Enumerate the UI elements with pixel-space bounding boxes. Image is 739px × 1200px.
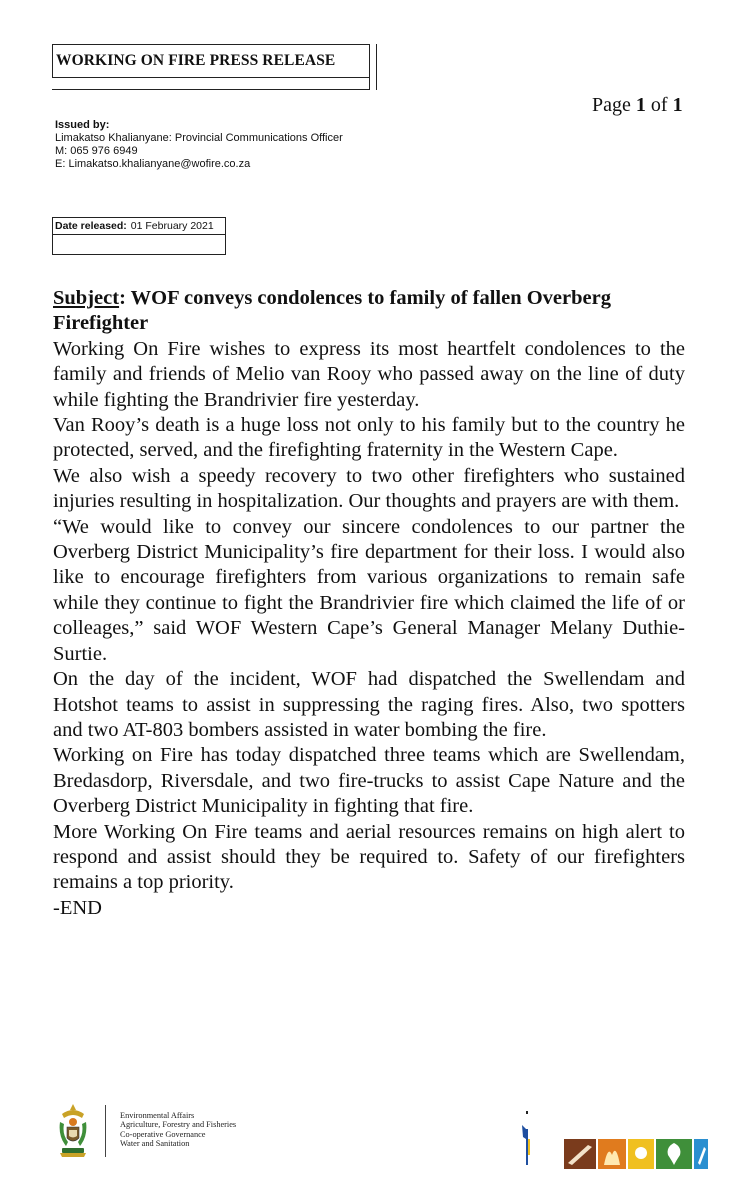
page-number <box>592 94 683 117</box>
page-separator: of <box>645 94 673 116</box>
body-paragraph: Working on Fire has today dispatched three teams which are Swellendam, Bredasdorp, Riversdale, and two fire-trucks to assist Cape Nature and the Overberg District Municipality in fighting that fire. <box>53 744 685 818</box>
programme-logo-tiles-icon <box>564 1137 710 1169</box>
date-released-label: Date released: <box>55 220 127 232</box>
page-prefix: Page <box>592 94 636 116</box>
body-paragraph: Van Rooy’s death is a huge loss not only to his family but to the country he protected, served, and the firefighting fraternity in the Western Cape. <box>53 414 685 462</box>
press-release-header-box <box>52 44 370 78</box>
issuer-email: E: Limakatso.khalianyane@wofire.co.za <box>55 158 251 170</box>
footer-divider <box>105 1105 106 1157</box>
flag-mark-icon <box>520 1109 534 1167</box>
header-box-outer-rule <box>376 44 377 90</box>
end-marker: -END <box>53 896 102 919</box>
page-current: 1 <box>635 94 646 116</box>
subject-line <box>53 286 685 337</box>
page-total: 1 <box>672 94 683 116</box>
body-paragraph: “We would like to convey our sincere condolences to our partner the Overberg District Municipality’s fire department for their loss. I would also like to encourage firefighters from various organizations to remain safe while they continue to fight the Brandrivier fire which claimed the life of or colleages,” said WOF Western Cape’s General Manager Melany Duthie-Surtie. <box>53 515 685 665</box>
header-box-bottom-rule <box>52 89 370 90</box>
issued-by-block <box>55 119 343 171</box>
body-paragraph: Working On Fire wishes to express its most heartfelt condolences to the family and friends of Melio van Rooy who passed away on the line of duty while fighting the Brandrivier fire yesterday. <box>53 337 685 411</box>
issued-by-label: Issued by: <box>55 119 110 131</box>
department-line: Agriculture, Forestry and Fisheries <box>120 1120 237 1130</box>
body-paragraph: On the day of the incident, WOF had dispatched the Swellendam and Hotshot teams to assist in suppressing the raging fires. Also, two spotters and two AT-803 bombers assisted in water bombing the fire. <box>53 668 685 741</box>
press-release-title: WORKING ON FIRE PRESS RELEASE <box>56 52 336 69</box>
subject-label: Subject <box>53 287 120 309</box>
body-paragraph: More Working On Fire teams and aerial resources remains on high alert to respond and assist should they be required to. Safety of our firefighters remains a top priority. <box>53 820 685 894</box>
coat-of-arms-icon <box>56 1102 90 1158</box>
subject-text: : WOF conveys condolences to family of fallen Overberg Firefighter <box>53 287 611 335</box>
department-line: Co-operative Governance <box>120 1129 206 1139</box>
body-paragraph: We also wish a speedy recovery to two other firefighters who sustained injuries resulting in hospitalization. Our thoughts and prayers are with them. <box>53 464 685 513</box>
department-line: Water and Sanitation <box>120 1138 190 1148</box>
issuer-name: Limakatso Khalianyane: Provincial Communications Officer <box>55 132 343 144</box>
date-released-value: 01 February 2021 <box>130 220 214 232</box>
date-released-box <box>52 217 226 255</box>
department-line: Environmental Affairs <box>120 1111 195 1120</box>
department-list <box>120 1111 236 1148</box>
issuer-mobile: M: 065 976 6949 <box>55 145 138 157</box>
header-box-right-rule <box>363 44 370 89</box>
press-release-body <box>53 286 685 921</box>
date-released-row <box>53 218 225 235</box>
